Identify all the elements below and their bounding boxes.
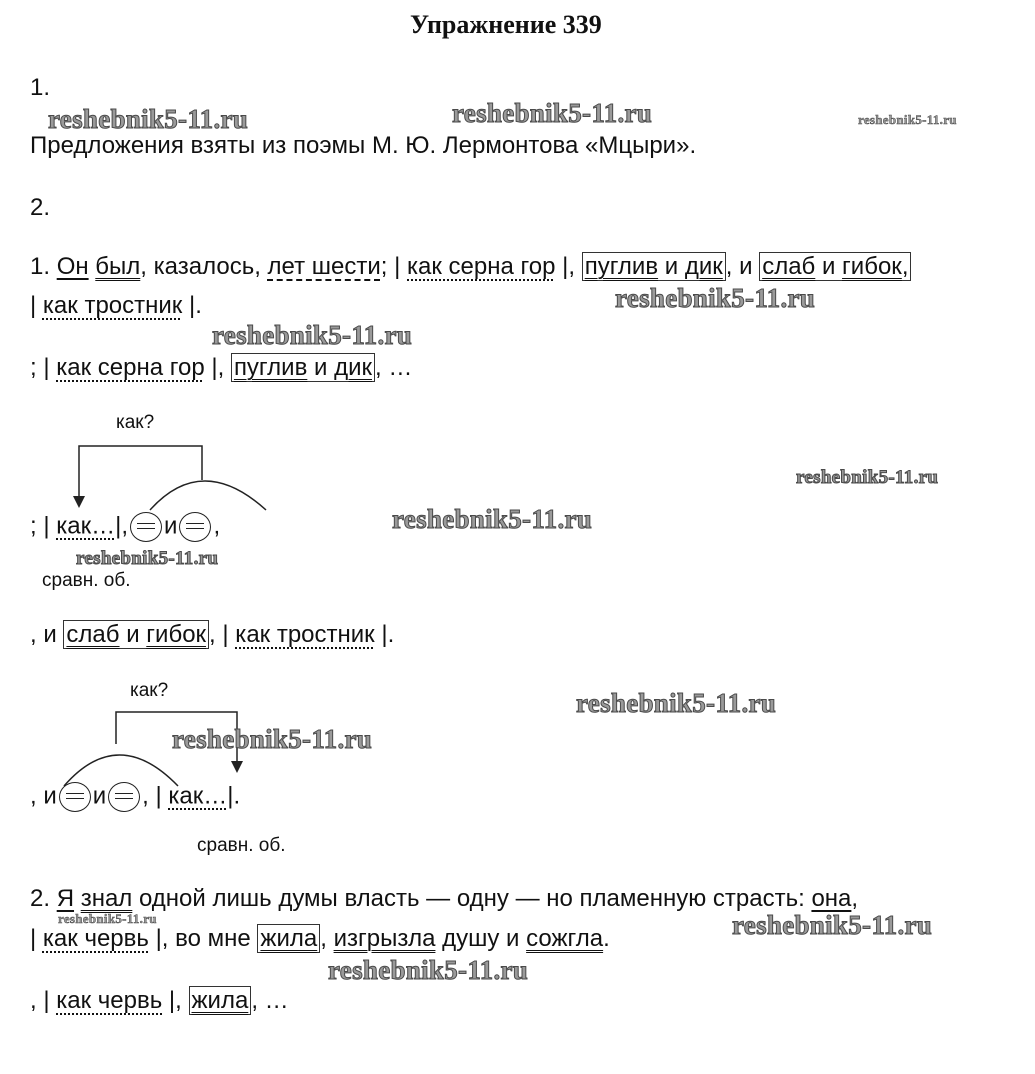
exercise-title: Упражнение 339	[410, 10, 602, 39]
separator: ; |	[380, 253, 408, 280]
sentence-1-line-1	[30, 253, 911, 281]
comparative-phrase-placeholder: как…	[56, 512, 116, 540]
sentence-text: одной лишь думы власть — одну — но пламенную страсть:	[132, 885, 812, 912]
sentence-text: душу и	[435, 925, 527, 952]
introductory-word: , казалось,	[140, 253, 268, 280]
separator: ; |	[30, 512, 57, 540]
separator: |,	[555, 253, 582, 280]
predicate: пуглив	[233, 354, 308, 381]
predicate-group-box	[582, 252, 726, 281]
predicate-oval	[59, 782, 91, 812]
comparative-phrase: как серна гор	[407, 253, 556, 280]
watermark-logo: reshebnik5-11.ru	[796, 467, 939, 488]
separator: ,	[320, 925, 334, 952]
conjunction: и	[815, 253, 843, 280]
watermark-logo: reshebnik5-11.ru	[452, 98, 653, 128]
modifier: лет шести	[267, 253, 381, 280]
predicate-group-box	[759, 252, 911, 281]
separator: |	[30, 292, 43, 319]
comma: ,	[851, 885, 859, 912]
ellipsis: , …	[251, 987, 289, 1014]
period: .	[603, 925, 610, 952]
comparative-phrase: как червь	[56, 987, 163, 1014]
separator: |.	[182, 292, 202, 319]
sentence-text: |, во мне	[148, 925, 258, 952]
watermark-logo: reshebnik5-11.ru	[58, 911, 157, 926]
predicate: жила	[191, 987, 249, 1014]
conjunction: и	[658, 253, 685, 280]
sentence-2-line-1	[30, 885, 858, 913]
fragment-2	[30, 621, 394, 649]
watermark-logo: reshebnik5-11.ru	[732, 910, 933, 940]
subject: Он	[56, 253, 89, 280]
sentence-number: 1.	[30, 253, 51, 280]
predicate: дик	[684, 253, 723, 280]
sentence-number: 2.	[30, 885, 51, 912]
separator: , и	[30, 621, 64, 648]
separator: , |	[142, 782, 162, 810]
watermark-logo: reshebnik5-11.ru	[576, 688, 777, 718]
watermark-logo: reshebnik5-11.ru	[172, 724, 373, 754]
predicate: был	[95, 253, 141, 280]
predicate-group-box	[63, 620, 209, 649]
scheme-2-line	[30, 782, 240, 812]
comma: ,	[213, 512, 221, 540]
conjunction: и	[92, 782, 107, 810]
part-1-number: 1.	[30, 74, 51, 101]
predicate: жила	[260, 925, 318, 952]
scheme-1-label: сравн. об.	[42, 570, 131, 591]
predicate: дик	[334, 354, 372, 381]
predicate: сожгла	[526, 925, 604, 952]
predicate: изгрызла	[333, 925, 436, 952]
predicate: слаб	[66, 621, 120, 648]
watermark-logo: reshebnik5-11.ru	[212, 320, 413, 350]
part-2-number: 2.	[30, 194, 51, 221]
separator: |,	[162, 987, 189, 1014]
separator: |	[30, 925, 43, 952]
conjunction: и	[119, 621, 147, 648]
predicate-box	[257, 924, 320, 953]
subject: она	[811, 885, 852, 912]
sentence-2-line-2	[30, 925, 610, 953]
comparative-phrase: как червь	[42, 925, 149, 952]
watermark-logo: reshebnik5-11.ru	[615, 283, 816, 313]
separator: |.	[227, 782, 241, 810]
fragment-1	[30, 354, 412, 382]
separator: , и	[725, 253, 760, 280]
watermark-logo: reshebnik5-11.ru	[76, 548, 219, 569]
predicate: гибок	[146, 621, 207, 648]
fragment-3	[30, 987, 289, 1015]
separator: |.	[374, 621, 395, 648]
scheme-2-question: как?	[130, 680, 169, 701]
predicate-group-box	[231, 353, 375, 382]
conjunction: и	[307, 354, 335, 381]
predicate: знал	[80, 885, 133, 912]
scheme-2-label: сравн. об.	[197, 835, 286, 856]
comparative-phrase-placeholder: как…	[168, 782, 228, 810]
comparative-phrase: как тростник	[42, 292, 183, 319]
predicate: пуглив	[584, 253, 659, 280]
separator: , и	[30, 782, 57, 810]
comparative-phrase: как тростник	[235, 621, 375, 648]
separator: , |	[209, 621, 236, 648]
scheme-1-line	[30, 512, 220, 542]
predicate-box	[189, 986, 252, 1015]
comparative-phrase: как серна гор	[56, 354, 205, 381]
scheme-1-question: как?	[116, 412, 155, 433]
predicate-oval	[130, 512, 162, 542]
ellipsis: , …	[375, 354, 413, 381]
predicate: гибок	[842, 253, 902, 280]
subject: Я	[56, 885, 75, 912]
watermark-logo: reshebnik5-11.ru	[48, 104, 249, 134]
separator: |,	[115, 512, 129, 540]
conjunction: и	[164, 512, 178, 540]
watermark-logo: reshebnik5-11.ru	[328, 955, 529, 985]
separator: |,	[204, 354, 231, 381]
separator: , |	[30, 987, 57, 1014]
separator: ; |	[30, 354, 57, 381]
predicate: слаб	[762, 253, 816, 280]
predicate-oval	[179, 512, 211, 542]
predicate-oval	[108, 782, 140, 812]
watermark-logo: reshebnik5-11.ru	[858, 112, 957, 127]
comma: ,	[901, 253, 909, 280]
watermark-logo: reshebnik5-11.ru	[392, 504, 593, 534]
part-1-text: Предложения взяты из поэмы М. Ю. Лермонтова «Мцыри».	[30, 132, 697, 159]
sentence-1-line-2	[30, 292, 202, 320]
